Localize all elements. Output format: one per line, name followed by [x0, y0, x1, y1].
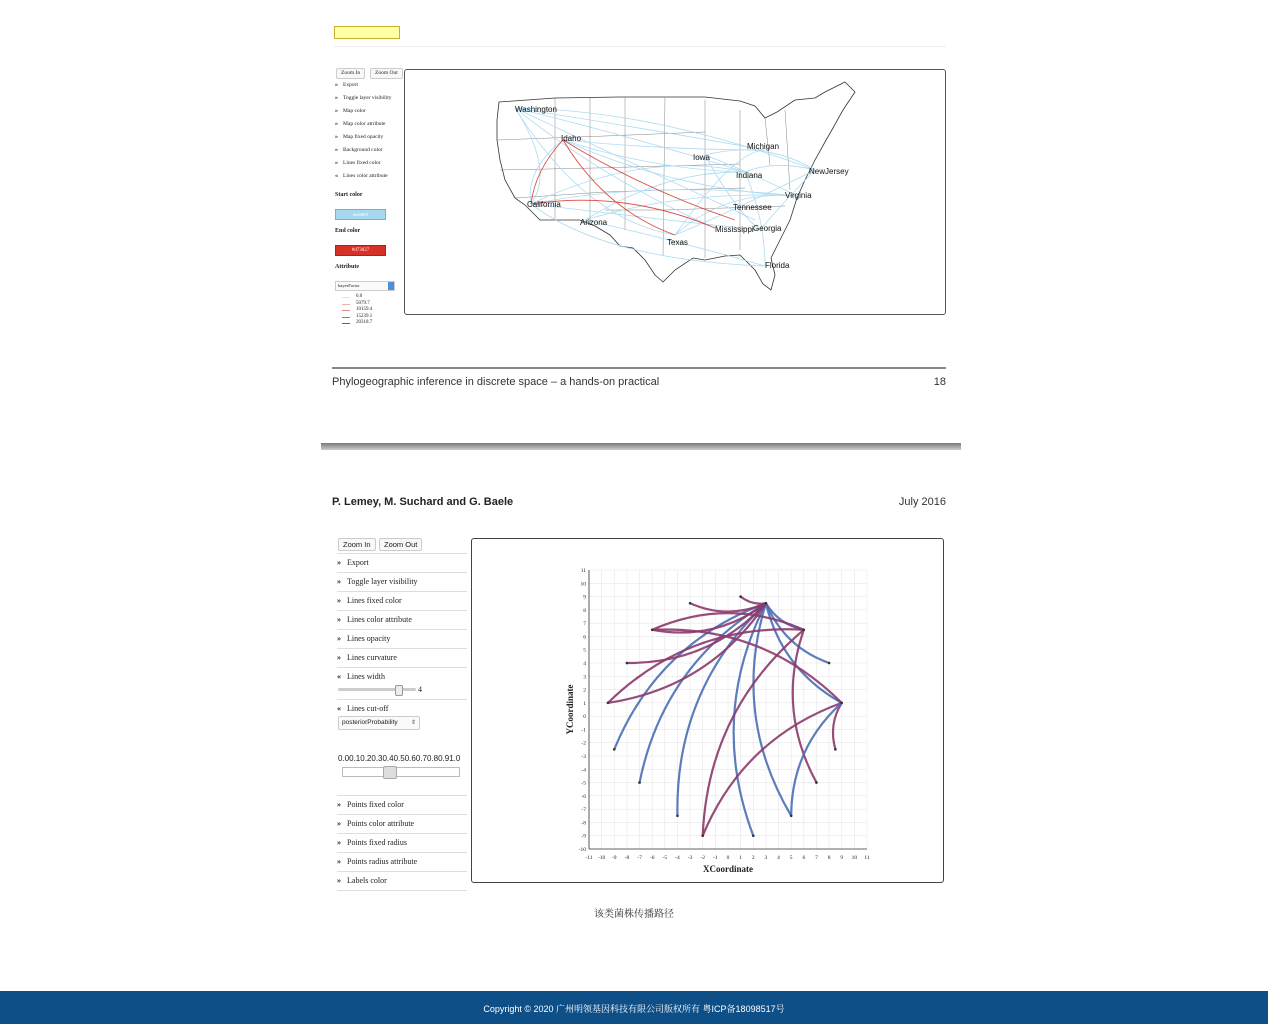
- x-tick-label: 10: [851, 855, 858, 861]
- cutoff-slider[interactable]: [342, 767, 460, 777]
- map-label: Michigan: [747, 142, 780, 151]
- y-tick-label: -7: [581, 807, 586, 814]
- x-tick-label: -11: [585, 855, 593, 861]
- attribute-label: Attribute: [335, 264, 359, 270]
- panel-item-label: Map color: [343, 108, 366, 114]
- panel-item-background-color[interactable]: [335, 144, 383, 156]
- attribute-select[interactable]: [335, 281, 395, 291]
- chevron-down-icon: »: [337, 634, 341, 643]
- panel-item-label: Map color attribute: [343, 121, 386, 127]
- x-tick-label: 8: [827, 855, 831, 861]
- panel-item-label: Points radius attribute: [347, 857, 418, 866]
- chevron-down-icon: »: [335, 95, 338, 101]
- panel-item-label: Export: [343, 82, 358, 88]
- panel-item-label: Lines opacity: [347, 634, 391, 643]
- location-point: [626, 662, 629, 665]
- y-tick-label: 0: [583, 714, 586, 721]
- slider-handle[interactable]: [395, 685, 403, 696]
- panel-item-label: Lines curvature: [347, 653, 397, 662]
- chevron-down-icon: »: [335, 121, 338, 127]
- y-tick-label: -10: [578, 847, 586, 853]
- map-label: Iowa: [693, 153, 710, 162]
- lines-width-slider[interactable]: [338, 688, 416, 691]
- start-color-swatch[interactable]: [335, 209, 386, 220]
- location-point: [739, 595, 742, 598]
- y-tick-label: 8: [583, 607, 586, 614]
- panel-item-label: Lines color attribute: [347, 615, 412, 624]
- location-point: [752, 834, 755, 837]
- panel-item-lines-fixed-color[interactable]: [335, 157, 381, 169]
- panel-item-toggle-layer[interactable]: [335, 92, 392, 104]
- zoom-out-button[interactable]: Zoom Out: [370, 68, 403, 79]
- x-tick-label: -10: [597, 855, 606, 861]
- chevron-down-icon: »: [337, 838, 341, 847]
- panel-item-label: Lines fixed color: [343, 160, 381, 166]
- copyright-text: Copyright © 2020 广州明领基因科技有限公司版权所有 粤ICP备18098517号: [483, 1004, 785, 1014]
- cutoff-attribute-select[interactable]: [338, 716, 420, 730]
- zoom-in-button[interactable]: Zoom In: [336, 68, 365, 79]
- x-tick-label: -4: [675, 855, 680, 861]
- panel-item-points-fixed-color[interactable]: [337, 796, 467, 815]
- select-arrow-icon: [388, 282, 394, 290]
- location-point: [815, 781, 818, 784]
- location-point: [828, 662, 831, 665]
- x-tick-label: 6: [802, 855, 806, 861]
- location-point: [790, 814, 793, 817]
- transmission-line: [652, 603, 766, 632]
- panel-item-label: Labels color: [347, 876, 387, 885]
- chevron-down-icon: »: [335, 108, 338, 114]
- page-separator: [321, 443, 961, 450]
- chevron-down-icon: »: [337, 800, 341, 809]
- y-tick-label: 4: [583, 661, 586, 667]
- us-map: [405, 70, 945, 314]
- x-tick-label: -2: [700, 855, 706, 861]
- chevron-up-icon: «: [337, 672, 341, 681]
- x-axis-label: XCoordinate: [703, 864, 753, 874]
- map-label: Virginia: [785, 191, 812, 200]
- x-tick-label: 7: [815, 855, 818, 861]
- map-label: Arizona: [580, 218, 608, 227]
- map-label: Florida: [765, 261, 790, 270]
- panel-item-lines-width[interactable]: [337, 668, 467, 686]
- panel-item-label: Map fixed opacity: [343, 134, 384, 140]
- x-tick-label: 9: [840, 855, 844, 861]
- legend-value: 15239.1: [356, 313, 373, 319]
- chevron-down-icon: »: [337, 857, 341, 866]
- x-tick-label: 4: [777, 855, 780, 861]
- x-tick-label: -9: [611, 855, 617, 861]
- location-point: [803, 628, 806, 631]
- panel-item-labels-color[interactable]: [337, 872, 467, 891]
- map-label: Indiana: [736, 171, 763, 180]
- panel-item-label: Lines width: [347, 672, 385, 681]
- x-tick-label: -5: [662, 855, 668, 861]
- y-tick-label: 5: [583, 647, 586, 654]
- y-tick-label: -2: [581, 740, 586, 747]
- select-arrow-icon: ⇕: [410, 720, 416, 726]
- map-label: Texas: [667, 238, 688, 247]
- panel-item-points-fixed-radius[interactable]: [337, 834, 467, 853]
- map-label: NewJersey: [809, 167, 849, 176]
- x-tick-label: -7: [637, 855, 642, 861]
- panel-item-lines-opacity[interactable]: [337, 630, 467, 649]
- y-tick-label: -3: [581, 754, 586, 760]
- location-point: [689, 602, 692, 605]
- legend-value: 0.0: [356, 294, 363, 299]
- chevron-up-icon: «: [337, 704, 341, 713]
- panel-item-label: Export: [347, 558, 369, 567]
- panel-item-map-color-attribute[interactable]: [335, 118, 385, 130]
- chevron-down-icon: »: [337, 596, 341, 605]
- panel-item-toggle-layer[interactable]: [337, 573, 467, 592]
- panel-item-map-fixed-opacity[interactable]: [335, 131, 383, 143]
- cutoff-scale: 0.00.10.20.30.40.50.60.70.80.91.0: [338, 754, 461, 763]
- end-color-value: #d73027: [351, 248, 370, 253]
- y-axis-label: YCoordinate: [565, 684, 575, 735]
- y-tick-label: -9: [581, 833, 586, 840]
- panel-item-label: Lines fixed color: [347, 596, 402, 605]
- panel-item-map-color[interactable]: [335, 105, 366, 117]
- y-tick-label: 6: [583, 634, 586, 641]
- attribute-select-value: bayesFactor: [338, 283, 360, 288]
- map-label: California: [527, 200, 561, 209]
- x-tick-label: -6: [649, 855, 655, 861]
- panel-item-lines-curvature[interactable]: [337, 649, 467, 668]
- y-tick-label: 7: [583, 621, 586, 628]
- legend-value: 20318.7: [356, 320, 373, 325]
- divider: [334, 46, 946, 47]
- chevron-down-icon: »: [337, 558, 341, 567]
- x-tick-label: 0: [726, 855, 730, 861]
- panel-item-label: Points color attribute: [347, 819, 415, 828]
- x-tick-label: -8: [624, 855, 630, 861]
- location-point: [834, 748, 837, 751]
- end-color-swatch[interactable]: [335, 245, 386, 256]
- panel-item-label: Points fixed color: [347, 800, 404, 809]
- legend-value: 10159.4: [356, 307, 373, 312]
- date: July 2016: [898, 496, 946, 508]
- y-tick-label: -1: [581, 727, 586, 734]
- panel-item-label: Lines color attribute: [343, 173, 388, 179]
- y-tick-label: 1: [583, 700, 586, 707]
- location-point: [840, 702, 843, 705]
- panel-item-label: Points fixed radius: [347, 838, 407, 847]
- coordinate-graph: [472, 539, 943, 882]
- map-label: Tennessee: [733, 203, 772, 212]
- y-tick-label: 3: [583, 674, 586, 681]
- y-tick-label: 2: [583, 687, 586, 694]
- location-point: [613, 748, 616, 751]
- map-label: Georgia: [753, 224, 782, 233]
- x-tick-label: 11: [864, 855, 870, 861]
- x-tick-label: -1: [713, 855, 718, 861]
- panel-item-export[interactable]: [337, 554, 467, 573]
- y-tick-label: 9: [583, 594, 586, 601]
- chevron-down-icon: »: [337, 577, 341, 586]
- chevron-down-icon: »: [335, 147, 338, 153]
- transmission-line: [793, 630, 817, 783]
- location-point: [651, 628, 654, 631]
- start-color-value: #a6d8f0: [353, 212, 368, 217]
- x-tick-label: 3: [764, 855, 768, 861]
- y-tick-label: 11: [580, 568, 586, 574]
- authors: P. Lemey, M. Suchard and G. Baele: [332, 496, 514, 508]
- x-tick-label: 2: [751, 855, 755, 861]
- panel-item-points-radius-attribute[interactable]: [337, 853, 467, 872]
- panel-item-label: Background color: [343, 147, 383, 153]
- chevron-down-icon: »: [335, 160, 338, 166]
- location-point: [676, 814, 679, 817]
- slider-handle[interactable]: [383, 766, 397, 779]
- panel-item-lines-color-attribute[interactable]: [337, 611, 467, 630]
- panel-item-lines-color-attribute[interactable]: [335, 170, 388, 182]
- panel-item-lines-fixed-color[interactable]: [337, 592, 467, 611]
- zoom-in-button[interactable]: Zoom In: [338, 538, 376, 551]
- chevron-down-icon: »: [335, 82, 338, 88]
- lines-width-value: 4: [418, 685, 422, 694]
- location-point: [638, 781, 641, 784]
- panel-item-label: Toggle layer visibility: [347, 577, 418, 586]
- cutoff-select-value: posteriorProbability: [342, 719, 398, 726]
- footer-divider: [332, 367, 946, 369]
- coordinate-graph-frame[interactable]: [471, 538, 944, 883]
- y-tick-label: 10: [580, 581, 586, 588]
- x-tick-label: -3: [687, 855, 693, 861]
- page-footer-title: Phylogeographic inference in discrete space – a hands-on practical: [332, 376, 660, 388]
- page-number: 18: [933, 376, 946, 388]
- chevron-down-icon: »: [335, 134, 338, 140]
- chevron-down-icon: »: [337, 819, 341, 828]
- location-point: [607, 702, 610, 705]
- end-color-label: End color: [335, 228, 361, 234]
- zoom-out-button[interactable]: Zoom Out: [379, 538, 422, 551]
- map-label: Mississippi: [715, 225, 754, 234]
- highlight-box: [334, 26, 400, 39]
- start-color-label: Start color: [335, 192, 363, 198]
- legend-value: 5079.7: [356, 300, 370, 306]
- panel-item-label: Lines cut-off: [347, 704, 389, 713]
- map-label: Washington: [515, 105, 557, 114]
- panel-item-points-color-attribute[interactable]: [337, 815, 467, 834]
- y-tick-label: -5: [581, 780, 586, 787]
- location-point: [765, 602, 768, 605]
- x-tick-label: 5: [789, 855, 793, 861]
- panel-item-export[interactable]: [335, 79, 358, 91]
- x-tick-label: 1: [739, 855, 743, 861]
- location-point: [701, 834, 704, 837]
- chevron-down-icon: »: [337, 615, 341, 624]
- chevron-down-icon: »: [337, 876, 341, 885]
- y-tick-label: -8: [581, 820, 586, 827]
- y-tick-label: -4: [581, 767, 586, 774]
- us-map-frame[interactable]: [404, 69, 946, 315]
- y-tick-label: -6: [581, 793, 586, 800]
- map-label: Idaho: [561, 134, 582, 143]
- chevron-down-icon: »: [337, 653, 341, 662]
- figure-caption: 该类菌株传播路径: [594, 909, 674, 920]
- panel-item-label: Toggle layer visibility: [343, 95, 392, 101]
- chevron-up-icon: «: [335, 173, 338, 179]
